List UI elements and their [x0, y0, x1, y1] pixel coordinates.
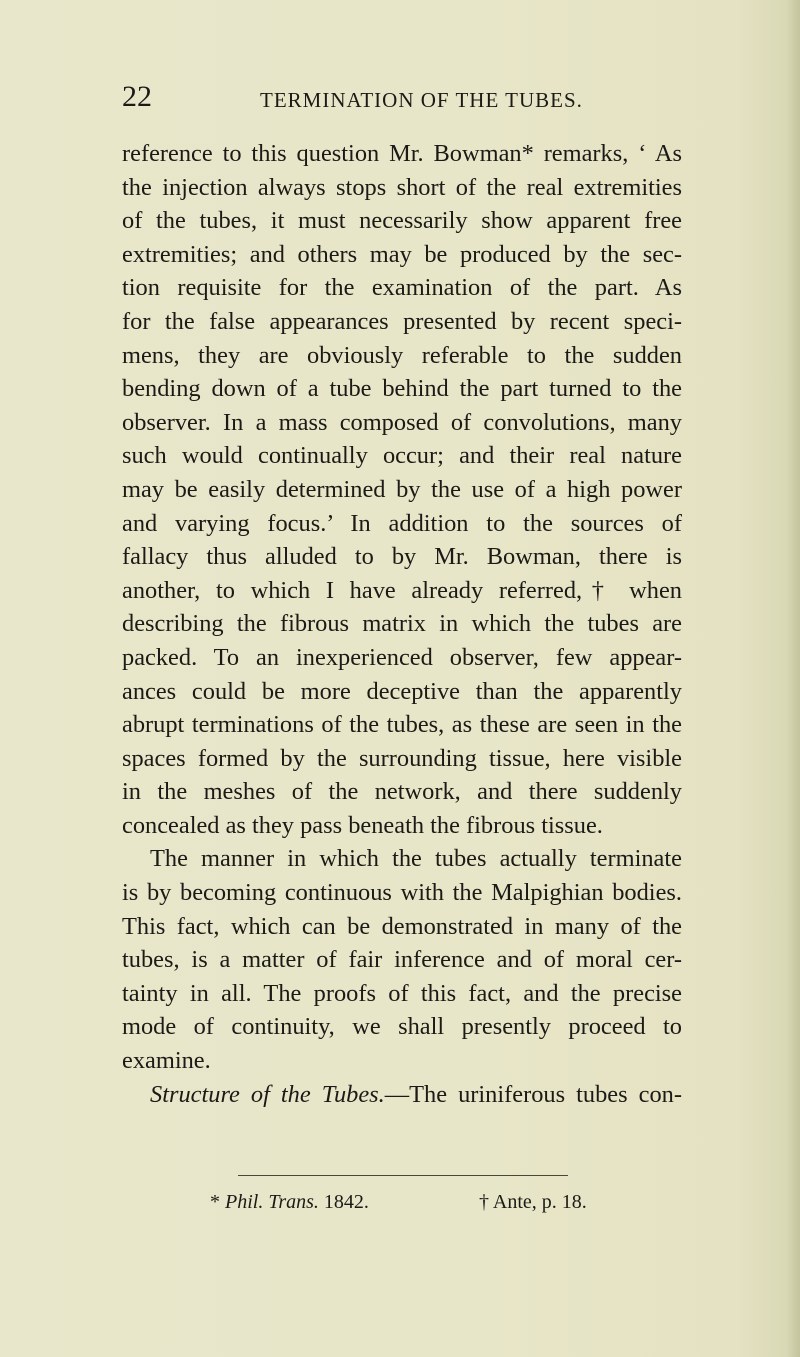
text-line: the injection always stops short of the real extremities [122, 173, 682, 201]
text-line: This fact, which can be demonstrated in many of the [122, 912, 682, 940]
text-line: ances could be more deceptive than the apparently [122, 677, 682, 705]
page-edge-shadow [786, 0, 800, 1357]
text-line: abrupt terminations of the tubes, as these are seen in the [122, 711, 682, 739]
text-line: mens, they are obviously referable to the sudden [122, 341, 682, 369]
text-line: describing the fibrous matrix in which the tubes are [122, 610, 682, 638]
text-line: reference to this question Mr. Bowman* remarks, ‘ As [122, 140, 682, 167]
text-line: packed. To an inexperienced observer, few appear- [122, 643, 682, 671]
footnote-1-marker: * [210, 1191, 225, 1213]
footnote-rule [238, 1175, 568, 1176]
footnote-1 [210, 1188, 369, 1216]
text-line: spaces formed by the surrounding tissue, here visible [122, 744, 682, 772]
text-line: such would continually occur; and their real nature [122, 442, 682, 470]
structure-rest: —The uriniferous tubes con- [384, 1080, 682, 1108]
text-line: for the false appearances presented by recent speci- [122, 307, 682, 335]
structure-heading: Structure of the Tubes. [150, 1080, 385, 1108]
text-line: another, to which I have already referred,† when [122, 576, 682, 604]
text-line: The manner in which the tubes actually terminate [150, 845, 682, 873]
text-line: may be easily determined by the use of a high power [122, 475, 682, 503]
footnote-2: † Ante, p. 18. [479, 1191, 587, 1213]
structure-line [122, 1078, 682, 1112]
text-line: tainty in all. The proofs of this fact, and the precise [122, 979, 682, 1007]
body-text [122, 137, 682, 1111]
text-line: is by becoming continuous with the Malpighian bodies. [122, 879, 682, 907]
text-line: observer. In a mass composed of convolutions, many [122, 408, 682, 436]
page-header [122, 80, 682, 120]
text-line: of the tubes, it must necessarily show apparent free [122, 207, 682, 235]
running-head: TERMINATION OF THE TUBES. [260, 88, 583, 112]
page-number: 22 [122, 80, 152, 113]
text-line: mode of continuity, we shall presently proceed to [122, 1013, 682, 1041]
footnote-1-title: Phil. Trans. [225, 1191, 319, 1213]
text-line: bending down of a tube behind the part turned to the [122, 375, 682, 403]
text-line: tion requisite for the examination of the part. As [122, 274, 682, 302]
text-line: and varying focus.’ In addition to the sources of [122, 509, 682, 537]
text-line: concealed as they pass beneath the fibrous tissue. [122, 811, 603, 839]
text-line: tubes, is a matter of fair inference and of moral cer- [122, 946, 682, 974]
text-line: examine. [122, 1047, 211, 1075]
text-line: fallacy thus alluded to by Mr. Bowman, there is [122, 543, 682, 571]
footnotes [210, 1188, 670, 1220]
text-line: extremities; and others may be produced by the sec- [122, 240, 682, 268]
text-line: in the meshes of the network, and there suddenly [122, 778, 682, 806]
footnote-1-year: 1842. [318, 1191, 369, 1213]
